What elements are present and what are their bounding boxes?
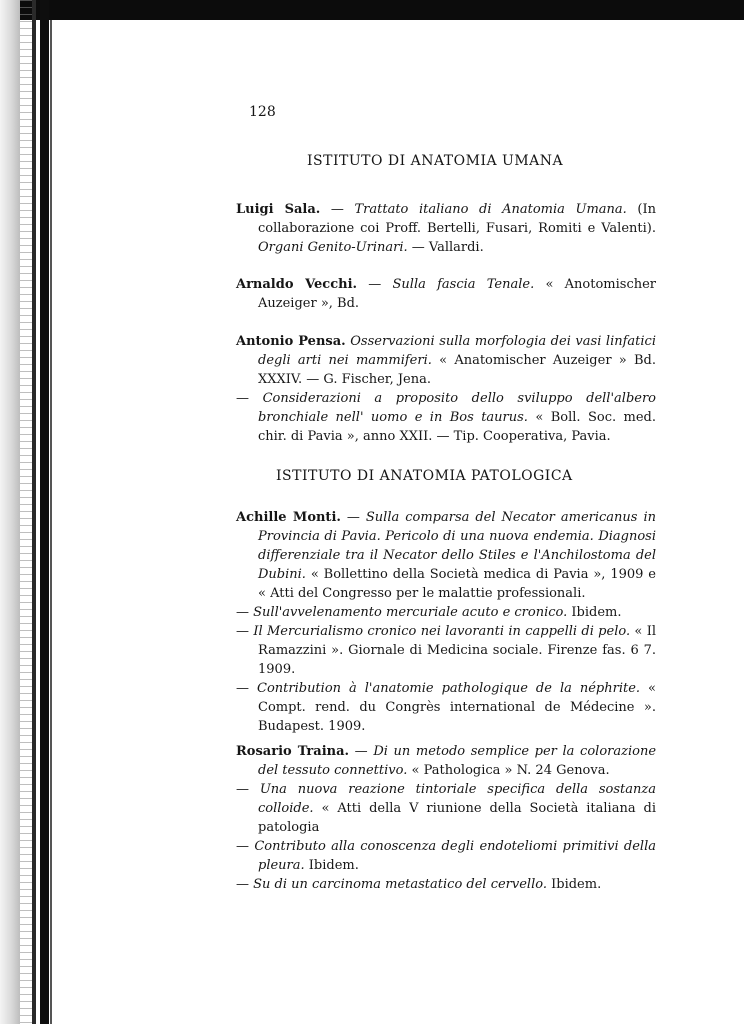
citation-text: — — [236, 839, 255, 854]
entry-continuation — [236, 389, 656, 446]
title-text: Sulla comparsa del Necator americanus in Provincia di Pavia. Pericolo di una nuova endemia. Diagnosi differenziale tra il Necator dello Stiles e l'Anchilostoma del Dubini. — [258, 510, 656, 582]
citation-text: « Pathologica » N. 24 Genova. — [407, 763, 610, 778]
citation-text: — Vallardi. — [407, 240, 484, 255]
citation-text: Ibidem. — [304, 858, 359, 873]
entry-author: Achille Monti. — [236, 510, 341, 525]
entry-continuation — [236, 780, 656, 837]
title-text: Organi Genito-Urinari. — [258, 240, 408, 255]
bibliography-entry-vecchi — [236, 275, 656, 313]
entry-lead — [236, 508, 656, 603]
entry-author: Antonio Pensa. — [236, 334, 346, 349]
title-text: Di un metodo semplice per la colorazione del tessuto connettivo. — [258, 744, 657, 778]
title-text: Su di un carcinoma metastatico del cervello. — [253, 877, 547, 892]
citation-text: — — [236, 681, 257, 696]
citation-text: Ibidem. — [567, 605, 622, 620]
entry-lead — [236, 200, 656, 257]
entry-continuation — [236, 679, 656, 736]
entry-author: Luigi Sala. — [236, 202, 321, 217]
section-title-anatomia-umana: ISTITUTO DI ANATOMIA UMANA — [307, 153, 564, 169]
title-text: Il Mercurialismo cronico nei lavoranti in cappelli di pelo. — [253, 624, 631, 639]
entry-lead — [236, 332, 656, 389]
citation-text: — — [236, 877, 254, 892]
citation-text: — — [236, 605, 254, 620]
bibliography-entry-sala — [236, 200, 656, 257]
bibliography-entry-pensa — [236, 332, 656, 446]
entry-continuation — [236, 837, 656, 875]
title-text: Osservazioni sulla morfologia dei vasi linfatici degli arti nei mammiferi. — [258, 334, 656, 368]
citation-text: (In collaborazione coi Proff. Bertelli, Fusari, Romiti e Valenti). — [258, 202, 656, 236]
page-number: 128 — [249, 104, 276, 120]
citation-text: « Boll. Soc. med. chir. di Pavia », anno XXII. — Tip. Cooperativa, Pavia. — [258, 410, 657, 444]
entry-continuation — [236, 875, 656, 894]
title-text: Sulla fascia Tenale. — [392, 277, 535, 292]
title-text: Una nuova reazione tintoriale specifica della sostanza colloide. — [258, 782, 656, 816]
citation-text: — — [236, 782, 260, 797]
bibliography-entry-monti — [236, 508, 656, 736]
citation-text: — — [320, 202, 355, 217]
citation-text: — — [357, 277, 393, 292]
title-text: Contributo alla conoscenza degli endoteliomi primitivi della pleura. — [254, 839, 657, 873]
title-text: Trattato italiano di Anatomia Umana. — [354, 202, 627, 217]
entry-continuation — [236, 603, 656, 622]
title-text: Sull'avvelenamento mercuriale acuto e cronico. — [253, 605, 568, 620]
citation-text: — — [236, 391, 263, 406]
title-text: Considerazioni a proposito dello sviluppo dell'albero bronchiale nell' uomo e in Bos taurus. — [258, 391, 656, 425]
citation-text: — — [349, 744, 374, 759]
entry-author: Arnaldo Vecchi. — [236, 277, 358, 292]
section-title-anatomia-patologica: ISTITUTO DI ANATOMIA PATOLOGICA — [276, 468, 573, 484]
citation-text: — — [236, 624, 254, 639]
citation-text: Ibidem. — [546, 877, 602, 892]
entry-author: Rosario Traina. — [236, 744, 350, 759]
citation-text: « Atti della V riunione della Società italiana di patologia — [258, 801, 656, 835]
citation-text: « Anatomischer Auzeiger » Bd. XXXIV. — G. Fischer, Jena. — [258, 353, 656, 387]
citation-text: « Bollettino della Società medica di Pavia », 1909 e « Atti del Congresso per le malattie professionali. — [258, 567, 656, 601]
title-text: Contribution à l'anatomie pathologique de la néphrite. — [257, 681, 641, 696]
entry-lead — [236, 275, 656, 313]
citation-text: « Il Ramazzini ». Giornale di Medicina sociale. Firenze fas. 6 7. 1909. — [258, 624, 656, 677]
entry-continuation — [236, 622, 656, 679]
entry-lead — [236, 742, 656, 780]
bibliography-entry-traina — [236, 742, 656, 894]
citation-text: « Anotomischer Auzeiger », Bd. — [258, 277, 657, 311]
citation-text: — — [340, 510, 366, 525]
citation-text: « Compt. rend. du Congrès international de Médecine ». Budapest. 1909. — [258, 681, 656, 734]
